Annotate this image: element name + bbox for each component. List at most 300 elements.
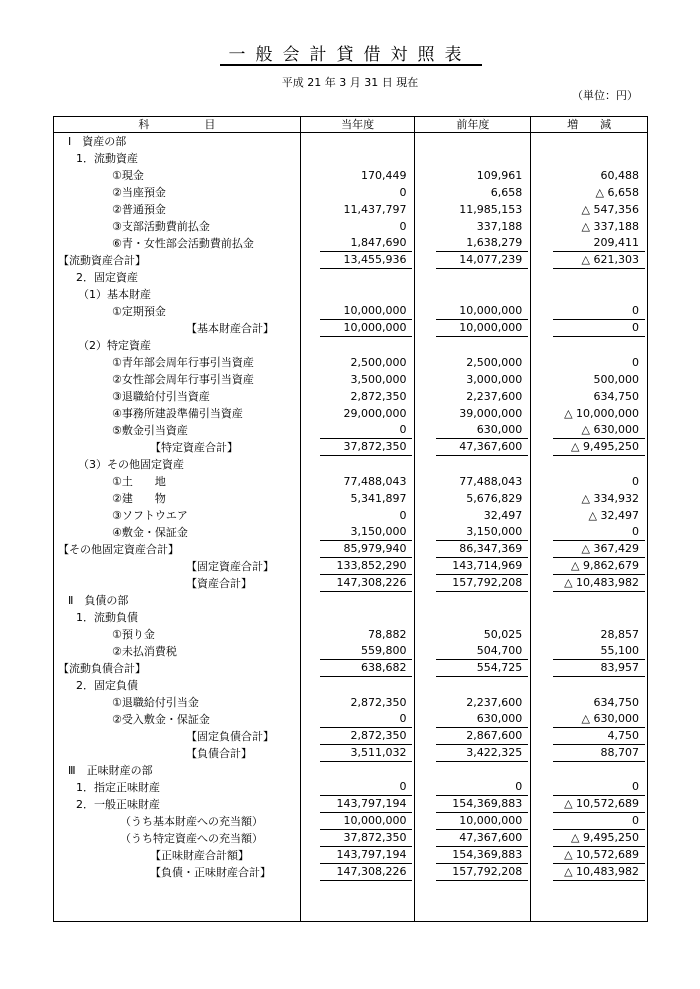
previous-year-value: 11,985,153 xyxy=(459,202,523,216)
table-row xyxy=(54,167,648,184)
current-year-value-cell xyxy=(300,524,415,541)
current-year-value: 0 xyxy=(320,422,412,439)
previous-year-value-cell xyxy=(415,728,531,745)
table-row xyxy=(54,269,648,286)
row-label-cell xyxy=(54,184,301,201)
previous-year-value: 2,867,600 xyxy=(436,728,528,745)
change-value: 0 xyxy=(553,320,645,337)
change-value-cell xyxy=(531,796,648,813)
table-row xyxy=(54,847,648,864)
previous-year-value: 10,000,000 xyxy=(436,320,528,337)
header-previous-year: 前年度 xyxy=(415,117,531,133)
change-value-cell xyxy=(531,201,648,218)
current-year-value: 3,500,000 xyxy=(350,372,407,386)
report-date: 平成 21 年 3 月 31 日 現在 xyxy=(281,76,419,89)
previous-year-value: 143,714,969 xyxy=(436,558,528,575)
row-label-cell xyxy=(54,558,301,575)
row-label: ①定期預金 xyxy=(112,304,166,318)
table-row xyxy=(54,371,648,388)
row-label-cell xyxy=(54,286,301,303)
table-row xyxy=(54,711,648,728)
current-year-value: 143,797,194 xyxy=(320,796,412,813)
change-value: 83,957 xyxy=(553,660,645,677)
row-label: 1．指定正味財産 xyxy=(76,780,160,794)
current-year-value: 37,872,350 xyxy=(320,830,412,847)
change-value-cell xyxy=(531,864,648,881)
table-row xyxy=(54,286,648,303)
change-value-cell xyxy=(531,456,648,473)
current-year-value: 147,308,226 xyxy=(320,864,412,881)
previous-year-value: 77,488,043 xyxy=(459,474,523,488)
row-label-cell xyxy=(54,405,301,422)
row-label: 【負債合計】 xyxy=(186,746,252,760)
table-row xyxy=(54,558,648,575)
row-label-cell xyxy=(54,201,301,218)
change-value: △ 6,658 xyxy=(595,185,639,199)
row-label: （2）特定資産 xyxy=(78,338,151,352)
previous-year-value-cell xyxy=(415,184,531,201)
current-year-value-cell xyxy=(300,150,415,167)
row-label: ③ソフトウエア xyxy=(112,508,188,522)
table-row xyxy=(54,218,648,235)
row-label: （うち基本財産への充当額） xyxy=(120,814,263,828)
change-value: △ 32,497 xyxy=(588,508,639,522)
row-label-cell xyxy=(54,864,301,881)
change-value: △ 9,495,250 xyxy=(553,439,645,456)
row-label-cell xyxy=(54,456,301,473)
row-label: ②女性部会周年行事引当資産 xyxy=(112,372,254,386)
current-year-value: 2,872,350 xyxy=(350,695,407,709)
change-value: 0 xyxy=(553,524,645,541)
previous-year-value: 1,638,279 xyxy=(436,235,528,252)
row-label-cell xyxy=(54,796,301,813)
previous-year-value-cell xyxy=(415,320,531,337)
row-label-cell xyxy=(54,830,301,847)
row-label: ①現金 xyxy=(112,168,144,182)
current-year-value-cell xyxy=(300,609,415,626)
current-year-value-cell xyxy=(300,218,415,235)
table-row xyxy=(54,643,648,660)
row-label-cell xyxy=(54,592,301,609)
row-label: 2．固定資産 xyxy=(76,270,138,284)
current-year-value-cell xyxy=(300,507,415,524)
balance-sheet-table xyxy=(53,116,648,922)
change-value: 4,750 xyxy=(553,728,645,745)
table-header-row xyxy=(54,117,648,133)
row-label: ⑥青・女性部会活動費前払金 xyxy=(112,236,254,250)
previous-year-value-cell xyxy=(415,609,531,626)
current-year-value-cell xyxy=(300,184,415,201)
previous-year-value-cell xyxy=(415,252,531,269)
change-value: △ 10,483,982 xyxy=(553,575,645,592)
change-value-cell xyxy=(531,677,648,694)
current-year-value: 2,872,350 xyxy=(320,728,412,745)
current-year-value: 10,000,000 xyxy=(320,813,412,830)
row-label-cell xyxy=(54,643,301,660)
spacer-cell xyxy=(415,881,531,922)
previous-year-value: 630,000 xyxy=(436,422,528,439)
table-row xyxy=(54,677,648,694)
table-row xyxy=(54,252,648,269)
row-label: 【流動資産合計】 xyxy=(58,253,146,267)
previous-year-value-cell xyxy=(415,133,531,151)
table-row xyxy=(54,592,648,609)
previous-year-value: 47,367,600 xyxy=(436,830,528,847)
change-value: 0 xyxy=(632,474,639,488)
row-label: （1）基本財産 xyxy=(78,287,151,301)
change-value: △ 630,000 xyxy=(553,711,645,728)
previous-year-value-cell xyxy=(415,626,531,643)
previous-year-value: 10,000,000 xyxy=(436,813,528,830)
row-label: ③支部活動費前払金 xyxy=(112,219,210,233)
change-value-cell xyxy=(531,439,648,456)
current-year-value: 85,979,940 xyxy=(320,541,412,558)
current-year-value-cell xyxy=(300,575,415,592)
change-value-cell xyxy=(531,507,648,524)
change-value-cell xyxy=(531,167,648,184)
previous-year-value-cell xyxy=(415,269,531,286)
current-year-value-cell xyxy=(300,745,415,762)
row-label-cell xyxy=(54,541,301,558)
row-label: ②普通預金 xyxy=(112,202,166,216)
table-row xyxy=(54,303,648,320)
table-row xyxy=(54,405,648,422)
previous-year-value: 86,347,369 xyxy=(436,541,528,558)
current-year-value: 5,341,897 xyxy=(350,491,407,505)
unit-label: （単位：円） xyxy=(572,89,638,102)
current-year-value-cell xyxy=(300,439,415,456)
change-value-cell xyxy=(531,286,648,303)
document-title: 一般会計貸借対照表 xyxy=(228,45,472,65)
row-label-cell xyxy=(54,524,301,541)
table-row xyxy=(54,728,648,745)
row-label: 【固定負債合計】 xyxy=(186,729,274,743)
previous-year-value: 157,792,208 xyxy=(436,575,528,592)
spacer-cell xyxy=(300,881,415,922)
current-year-value-cell xyxy=(300,660,415,677)
row-label: Ⅰ 資産の部 xyxy=(68,134,127,148)
table-row xyxy=(54,235,648,252)
current-year-value-cell xyxy=(300,711,415,728)
table-row xyxy=(54,201,648,218)
change-value-cell xyxy=(531,524,648,541)
current-year-value-cell xyxy=(300,371,415,388)
previous-year-value-cell xyxy=(415,371,531,388)
change-value: △ 367,429 xyxy=(553,541,645,558)
current-year-value-cell xyxy=(300,473,415,490)
previous-year-value-cell xyxy=(415,405,531,422)
previous-year-value-cell xyxy=(415,286,531,303)
row-label-cell xyxy=(54,422,301,439)
previous-year-value-cell xyxy=(415,643,531,660)
row-label-cell xyxy=(54,847,301,864)
change-value: △ 621,303 xyxy=(553,252,645,269)
current-year-value: 0 xyxy=(399,185,407,199)
row-label: ②受入敷金・保証金 xyxy=(112,712,210,726)
row-label-cell xyxy=(54,354,301,371)
change-value-cell xyxy=(531,558,648,575)
current-year-value-cell xyxy=(300,133,415,151)
current-year-value: 11,437,797 xyxy=(343,202,407,216)
previous-year-value-cell xyxy=(415,422,531,439)
current-year-value-cell xyxy=(300,864,415,881)
current-year-value: 133,852,290 xyxy=(320,558,412,575)
change-value-cell xyxy=(531,405,648,422)
change-value-cell xyxy=(531,252,648,269)
row-label-cell xyxy=(54,167,301,184)
previous-year-value: 6,658 xyxy=(490,185,523,199)
table-row xyxy=(54,762,648,779)
previous-year-value: 3,000,000 xyxy=(466,372,523,386)
change-value-cell xyxy=(531,422,648,439)
row-label: 【基本財産合計】 xyxy=(186,321,274,335)
current-year-value-cell xyxy=(300,235,415,252)
previous-year-value: 109,961 xyxy=(476,168,523,182)
previous-year-value-cell xyxy=(415,694,531,711)
row-label-cell xyxy=(54,337,301,354)
change-value: △ 9,495,250 xyxy=(553,830,645,847)
row-label-cell xyxy=(54,745,301,762)
title-underline xyxy=(220,64,482,66)
row-label: ②当座預金 xyxy=(112,185,166,199)
previous-year-value-cell xyxy=(415,813,531,830)
table-body xyxy=(54,133,648,922)
table-row xyxy=(54,439,648,456)
change-value-cell xyxy=(531,660,648,677)
change-value-cell xyxy=(531,643,648,660)
row-label: ④事務所建設準備引当資産 xyxy=(112,406,243,420)
table-row xyxy=(54,626,648,643)
row-label-cell xyxy=(54,490,301,507)
previous-year-value-cell xyxy=(415,218,531,235)
current-year-value-cell xyxy=(300,694,415,711)
row-label: （うち特定資産への充当額） xyxy=(120,831,263,845)
row-label-cell xyxy=(54,473,301,490)
row-label: ①退職給付引当金 xyxy=(112,695,199,709)
table-row xyxy=(54,524,648,541)
row-label: ②建 物 xyxy=(112,491,166,505)
current-year-value-cell xyxy=(300,541,415,558)
row-label-cell xyxy=(54,575,301,592)
row-label: ①青年部会周年行事引当資産 xyxy=(112,355,254,369)
change-value-cell xyxy=(531,218,648,235)
current-year-value-cell xyxy=(300,796,415,813)
table-row xyxy=(54,388,648,405)
change-value-cell xyxy=(531,745,648,762)
change-value: △ 10,572,689 xyxy=(553,796,645,813)
change-value: △ 10,483,982 xyxy=(553,864,645,881)
row-label: 1．流動資産 xyxy=(76,151,138,165)
table-row xyxy=(54,490,648,507)
previous-year-value-cell xyxy=(415,575,531,592)
row-label: 【資産合計】 xyxy=(186,576,252,590)
change-value-cell xyxy=(531,269,648,286)
row-label-cell xyxy=(54,609,301,626)
change-value-cell xyxy=(531,711,648,728)
change-value-cell xyxy=(531,541,648,558)
change-value-cell xyxy=(531,694,648,711)
previous-year-value-cell xyxy=(415,354,531,371)
row-label-cell xyxy=(54,269,301,286)
change-value-cell xyxy=(531,762,648,779)
previous-year-value: 2,500,000 xyxy=(466,355,523,369)
table-row xyxy=(54,320,648,337)
row-label: （3）その他固定資産 xyxy=(78,457,184,471)
current-year-value-cell xyxy=(300,201,415,218)
table-row xyxy=(54,745,648,762)
current-year-value: 77,488,043 xyxy=(343,474,407,488)
previous-year-value: 3,150,000 xyxy=(436,524,528,541)
current-year-value-cell xyxy=(300,252,415,269)
current-year-value-cell xyxy=(300,422,415,439)
row-label: 【その他固定資産合計】 xyxy=(58,542,179,556)
previous-year-value: 5,676,829 xyxy=(466,491,523,505)
row-label: 【特定資産合計】 xyxy=(150,440,238,454)
change-value: 28,857 xyxy=(600,627,639,641)
previous-year-value-cell xyxy=(415,456,531,473)
previous-year-value: 504,700 xyxy=(436,643,528,660)
row-label: 2．固定負債 xyxy=(76,678,138,692)
previous-year-value-cell xyxy=(415,660,531,677)
previous-year-value: 157,792,208 xyxy=(436,864,528,881)
row-label: ④敷金・保証金 xyxy=(112,525,188,539)
current-year-value-cell xyxy=(300,626,415,643)
row-label-cell xyxy=(54,320,301,337)
previous-year-value: 554,725 xyxy=(436,660,528,677)
change-value-cell xyxy=(531,150,648,167)
previous-year-value: 32,497 xyxy=(483,508,523,522)
table-row xyxy=(54,473,648,490)
current-year-value-cell xyxy=(300,830,415,847)
table-row xyxy=(54,184,648,201)
change-value-cell xyxy=(531,830,648,847)
previous-year-value-cell xyxy=(415,762,531,779)
previous-year-value-cell xyxy=(415,592,531,609)
change-value: 55,100 xyxy=(553,643,645,660)
row-label-cell xyxy=(54,371,301,388)
previous-year-value: 2,237,600 xyxy=(466,389,523,403)
previous-year-value-cell xyxy=(415,830,531,847)
row-label-cell xyxy=(54,150,301,167)
previous-year-value: 2,237,600 xyxy=(466,695,523,709)
previous-year-value-cell xyxy=(415,439,531,456)
current-year-value-cell xyxy=(300,677,415,694)
change-value-cell xyxy=(531,626,648,643)
current-year-value: 2,872,350 xyxy=(350,389,407,403)
previous-year-value-cell xyxy=(415,796,531,813)
row-label: 【正味財産合計額】 xyxy=(150,848,249,862)
current-year-value-cell xyxy=(300,388,415,405)
change-value-cell xyxy=(531,303,648,320)
spacer-cell xyxy=(54,881,301,922)
current-year-value: 170,449 xyxy=(360,168,407,182)
previous-year-value: 47,367,600 xyxy=(436,439,528,456)
previous-year-value-cell xyxy=(415,541,531,558)
table-row xyxy=(54,507,648,524)
row-label: ②未払消費税 xyxy=(112,644,177,658)
row-label: Ⅱ 負債の部 xyxy=(68,593,129,607)
previous-year-value-cell xyxy=(415,507,531,524)
change-value-cell xyxy=(531,184,648,201)
previous-year-value-cell xyxy=(415,745,531,762)
table-row xyxy=(54,456,648,473)
header-account: 科 目 xyxy=(54,117,301,133)
current-year-value: 3,150,000 xyxy=(320,524,412,541)
table-row xyxy=(54,541,648,558)
current-year-value-cell xyxy=(300,762,415,779)
current-year-value: 13,455,936 xyxy=(320,252,412,269)
change-value: 88,707 xyxy=(553,745,645,762)
change-value: 0 xyxy=(553,779,645,796)
previous-year-value-cell xyxy=(415,677,531,694)
spacer-cell xyxy=(531,881,648,922)
table-row xyxy=(54,660,648,677)
row-label-cell xyxy=(54,694,301,711)
current-year-value: 10,000,000 xyxy=(320,320,412,337)
previous-year-value-cell xyxy=(415,779,531,796)
previous-year-value-cell xyxy=(415,864,531,881)
current-year-value: 37,872,350 xyxy=(320,439,412,456)
change-value-cell xyxy=(531,388,648,405)
change-value-cell xyxy=(531,779,648,796)
current-year-value: 1,847,690 xyxy=(320,235,412,252)
change-value: 634,750 xyxy=(593,695,639,709)
current-year-value-cell xyxy=(300,592,415,609)
previous-year-value-cell xyxy=(415,150,531,167)
current-year-value-cell xyxy=(300,167,415,184)
change-value-cell xyxy=(531,320,648,337)
previous-year-value: 3,422,325 xyxy=(436,745,528,762)
row-label-cell xyxy=(54,626,301,643)
change-value-cell xyxy=(531,133,648,151)
previous-year-value-cell xyxy=(415,473,531,490)
previous-year-value: 154,369,883 xyxy=(436,847,528,864)
row-label-cell xyxy=(54,133,301,151)
row-label: 2．一般正味財産 xyxy=(76,797,160,811)
change-value: 0 xyxy=(553,813,645,830)
current-year-value: 147,308,226 xyxy=(320,575,412,592)
change-value-cell xyxy=(531,371,648,388)
change-value-cell xyxy=(531,235,648,252)
previous-year-value-cell xyxy=(415,558,531,575)
row-label: 【負債・正味財産合計】 xyxy=(150,865,271,879)
current-year-value: 2,500,000 xyxy=(350,355,407,369)
previous-year-value-cell xyxy=(415,167,531,184)
previous-year-value: 39,000,000 xyxy=(459,406,523,420)
change-value: 60,488 xyxy=(600,168,639,182)
row-label-cell xyxy=(54,728,301,745)
current-year-value-cell xyxy=(300,558,415,575)
header-current-year: 当年度 xyxy=(300,117,415,133)
row-label: Ⅲ 正味財産の部 xyxy=(68,763,153,777)
table-row xyxy=(54,150,648,167)
current-year-value: 0 xyxy=(399,508,407,522)
current-year-value-cell xyxy=(300,405,415,422)
row-label: ③退職給付引当資産 xyxy=(112,389,210,403)
change-value-cell xyxy=(531,490,648,507)
change-value: △ 10,572,689 xyxy=(553,847,645,864)
previous-year-value: 630,000 xyxy=(436,711,528,728)
table-row xyxy=(54,830,648,847)
previous-year-value: 10,000,000 xyxy=(436,303,528,320)
change-value: 0 xyxy=(632,355,639,369)
current-year-value: 0 xyxy=(320,711,412,728)
current-year-value-cell xyxy=(300,337,415,354)
current-year-value-cell xyxy=(300,813,415,830)
previous-year-value: 154,369,883 xyxy=(436,796,528,813)
row-label-cell xyxy=(54,303,301,320)
change-value-cell xyxy=(531,847,648,864)
